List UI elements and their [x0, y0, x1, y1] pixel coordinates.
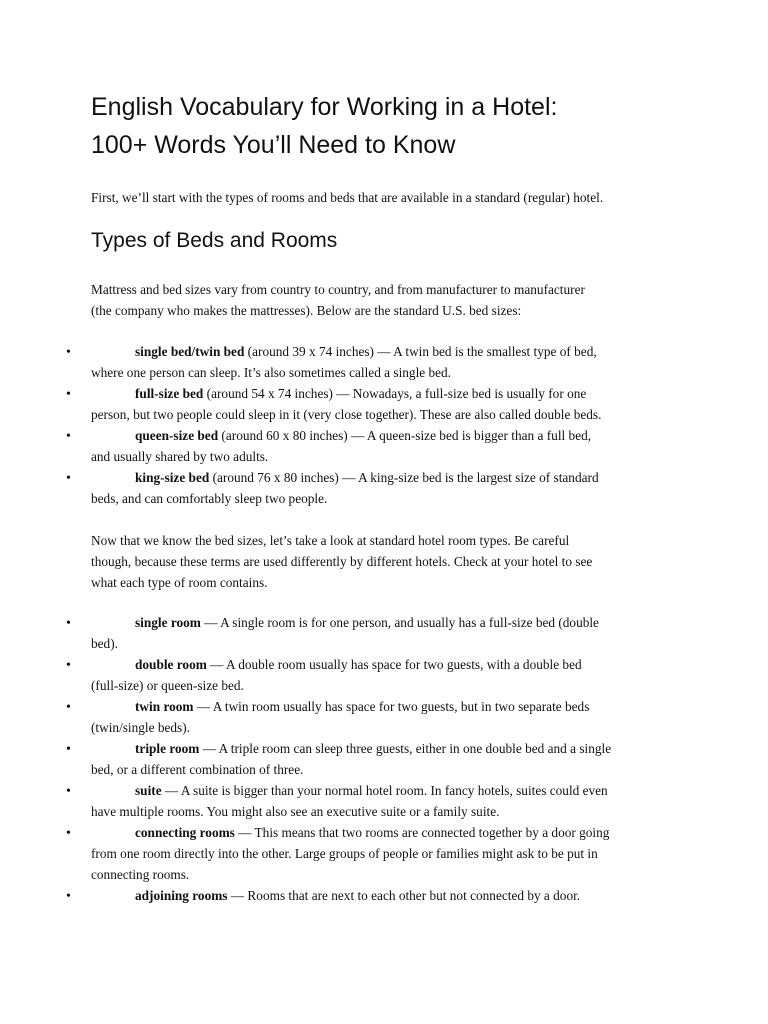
- list-item: [91, 425, 691, 467]
- definition-text: — A double room usually has space for two guests, with a double bed: [206, 657, 582, 672]
- list-item-line: bed).: [91, 636, 118, 651]
- list-item-line: bed, or a different combination of three.: [91, 762, 304, 777]
- definition-text: (around 60 x 80 inches) — A queen-size bed is bigger than a full bed,: [218, 428, 592, 443]
- list-item-line: [91, 696, 691, 717]
- list-item-line: person, but two people could sleep in it (very close together). These are also called double beds.: [91, 407, 602, 422]
- term: twin room: [135, 699, 194, 714]
- list-item-line: and usually shared by two adults.: [91, 449, 269, 464]
- list-item-line: beds, and can comfortably sleep two people.: [91, 491, 328, 506]
- term: triple room: [135, 741, 200, 756]
- definition-text: — A twin room usually has space for two guests, but in two separate beds: [193, 699, 590, 714]
- bullet-marker: •: [66, 658, 71, 673]
- term: double room: [135, 657, 207, 672]
- definition-text: (around 54 x 74 inches) — Nowadays, a full-size bed is usually for one: [203, 386, 587, 401]
- list-item-line: [91, 341, 691, 362]
- bullet-marker: •: [66, 616, 71, 631]
- list-item-line: have multiple rooms. You might also see an executive suite or a family suite.: [91, 804, 500, 819]
- paragraph-line: Now that we know the bed sizes, let’s take a look at standard hotel room types. Be careful: [91, 533, 570, 548]
- rooms-intro-paragraph: [91, 530, 691, 593]
- list-item-line: [91, 612, 691, 633]
- term: suite: [135, 783, 162, 798]
- bullet-marker: •: [66, 387, 71, 402]
- list-item-line: [91, 654, 691, 675]
- term: single room: [135, 615, 201, 630]
- list-item-line: [91, 467, 691, 488]
- term: king-size bed: [135, 470, 210, 485]
- definition-text: — A suite is bigger than your normal hotel room. In fancy hotels, suites could even: [161, 783, 608, 798]
- paragraph-line: (the company who makes the mattresses). Below are the standard U.S. bed sizes:: [91, 303, 522, 318]
- page-title-line: 100+ Words You’ll Need to Know: [91, 131, 456, 159]
- page-title: [91, 88, 691, 164]
- paragraph-line: what each type of room contains.: [91, 575, 268, 590]
- list-item-line: (full-size) or queen-size bed.: [91, 678, 244, 693]
- list-item-line: [91, 425, 691, 446]
- bullet-marker: •: [66, 429, 71, 444]
- list-item-line: [91, 383, 691, 404]
- list-item: [91, 822, 691, 885]
- list-item-line: (twin/single beds).: [91, 720, 190, 735]
- paragraph-line: Mattress and bed sizes vary from country to country, and from manufacturer to manufacturer: [91, 282, 585, 297]
- list-item-line: from one room directly into the other. Large groups of people or families might ask to be put in: [91, 846, 598, 861]
- definition-text: (around 76 x 80 inches) — A king-size bed is the largest size of standard: [209, 470, 599, 485]
- list-item-line: [91, 780, 691, 801]
- definition-text: — A single room is for one person, and usually has a full-size bed (double: [200, 615, 599, 630]
- bullet-marker: •: [66, 742, 71, 757]
- bullet-marker: •: [66, 700, 71, 715]
- term: connecting rooms: [135, 825, 235, 840]
- bullet-marker: •: [66, 784, 71, 799]
- definition-text: (around 39 x 74 inches) — A twin bed is the smallest type of bed,: [244, 344, 597, 359]
- list-item-line: [91, 885, 691, 906]
- section-heading: Types of Beds and Rooms: [91, 229, 338, 252]
- list-item: [91, 780, 691, 822]
- term: adjoining rooms: [135, 888, 228, 903]
- list-item-line: [91, 822, 691, 843]
- list-item: [91, 612, 691, 654]
- bullet-marker: •: [66, 889, 71, 904]
- list-item: [91, 341, 691, 383]
- paragraph-line: though, because these terms are used differently by different hotels. Check at your hotel to see: [91, 554, 593, 569]
- list-item: [91, 383, 691, 425]
- definition-text: — Rooms that are next to each other but not connected by a door.: [227, 888, 581, 903]
- definition-text: — This means that two rooms are connected together by a door going: [234, 825, 610, 840]
- bullet-marker: •: [66, 345, 71, 360]
- bullet-marker: •: [66, 471, 71, 486]
- beds-intro-paragraph: [91, 279, 691, 321]
- definition-text: — A triple room can sleep three guests, either in one double bed and a single: [199, 741, 612, 756]
- term: single bed/twin bed: [135, 344, 245, 359]
- list-item: [91, 738, 691, 780]
- list-item: [91, 696, 691, 738]
- intro-paragraph: First, we’ll start with the types of rooms and beds that are available in a standard (regular) hotel.: [91, 190, 604, 205]
- list-item-line: [91, 738, 691, 759]
- bullet-marker: •: [66, 826, 71, 841]
- list-item-line: connecting rooms.: [91, 867, 190, 882]
- term: queen-size bed: [135, 428, 219, 443]
- page-title-line: English Vocabulary for Working in a Hotel:: [91, 93, 558, 121]
- list-item: [91, 885, 691, 906]
- list-item: [91, 654, 691, 696]
- list-item-line: where one person can sleep. It’s also sometimes called a single bed.: [91, 365, 452, 380]
- list-item: [91, 467, 691, 509]
- term: full-size bed: [135, 386, 204, 401]
